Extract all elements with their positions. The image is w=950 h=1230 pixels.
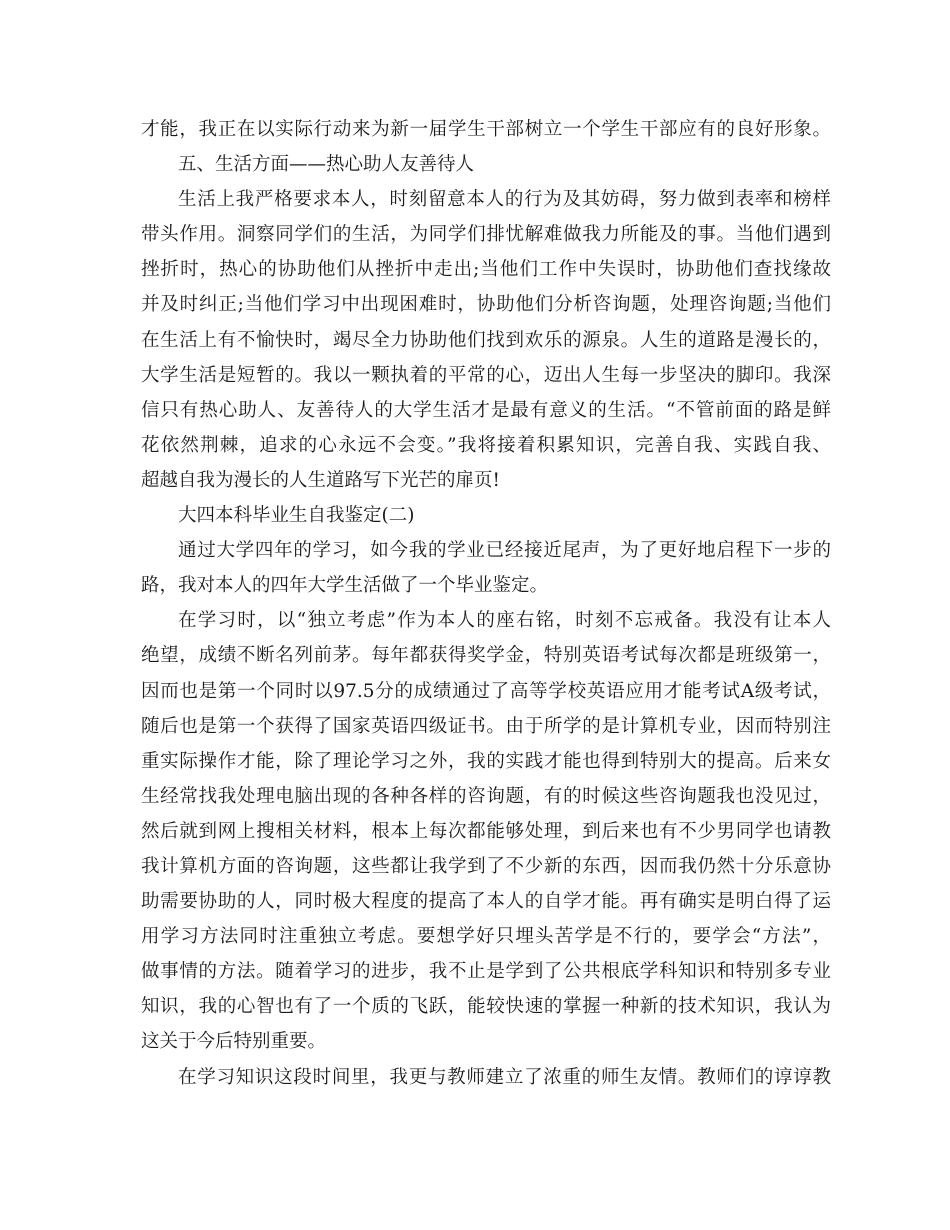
text-line: 然后就到网上搜相关材料，根本上每次都能够处理，到后来也有不少男同学也请教 (141, 820, 831, 842)
text-line: 通过大学四年的学习，如今我的学业已经接近尾声，为了更好地启程下一步的 (178, 540, 831, 562)
text-line: 才能，我正在以实际行动来为新一届学生干部树立一个学生干部应有的良好形象。 (141, 119, 831, 140)
text-line: 重实际操作才能，除了理论学习之外，我的实践才能也得到特别大的提高。后来女 (141, 750, 831, 772)
text-line: 带头作用。洞察同学们的生活，为同学们排忧解难做我力所能及的事。当他们遇到 (141, 224, 831, 246)
text-line: 因而也是第一个同时以97.5分的成绩通过了高等学校英语应用才能考试A级考试， (141, 680, 831, 702)
text-line: 用学习方法同时注重独立考虑。要想学好只埋头苦学是不行的，要学会“方法”， (141, 926, 831, 948)
text-line: 大四本科毕业生自我鉴定(二) (178, 505, 415, 527)
text-line: 在生活上有不愉快时，竭尽全力协助他们找到欢乐的源泉。人生的道路是漫长的， (141, 329, 831, 351)
text-line: 做事情的方法。随着学习的进步，我不止是学到了公共根底学科知识和特别多专业 (141, 961, 831, 983)
text-line: 绝望，成绩不断名列前茅。每年都获得奖学金，特别英语考试每次都是班级第一， (141, 645, 831, 667)
text-line: 生经常找我处理电脑出现的各种各样的咨询题，有的时候这些咨询题我也没见过， (141, 785, 831, 807)
text-line: 在学习知识这段时间里，我更与教师建立了浓重的师生友情。教师们的谆谆教 (178, 1066, 831, 1088)
text-line: 知识，我的心智也有了一个质的飞跃，能较快速的掌握一种新的技术知识，我认为 (141, 996, 831, 1018)
text-line: 这关于今后特别重要。 (141, 1031, 327, 1053)
text-line: 并及时纠正;当他们学习中出现困难时，协助他们分析咨询题，处理咨询题;当他们 (141, 294, 831, 316)
text-line: 挫折时，热心的协助他们从挫折中走出;当他们工作中失误时，协助他们查找缘故 (141, 259, 831, 281)
text-line: 随后也是第一个获得了国家英语四级证书。由于所学的是计算机专业，因而特别注 (141, 715, 831, 737)
text-line: 我计算机方面的咨询题，这些都让我学到了不少新的东西，因而我仍然十分乐意协 (141, 855, 831, 877)
text-line: 路，我对本人的四年大学生活做了一个毕业鉴定。 (141, 575, 549, 597)
document-page (141, 112, 831, 1095)
text-line: 在学习时，以“独立考虑”作为本人的座右铭，时刻不忘戒备。我没有让本人 (178, 610, 831, 632)
text-line: 大学生活是短暂的。我以一颗执着的平常的心，迈出人生每一步坚决的脚印。我深 (141, 364, 831, 386)
text-line: 花依然荆棘，追求的心永远不会变。”我将接着积累知识，完善自我、实践自我、 (141, 434, 831, 456)
text-line: 信只有热心助人、友善待人的大学生活才是最有意义的生活。“不管前面的路是鲜 (141, 399, 831, 421)
text-line: 生活上我严格要求本人，时刻留意本人的行为及其妨碍，努力做到表率和榜样 (178, 189, 831, 211)
text-line: 超越自我为漫长的人生道路写下光芒的扉页! (141, 469, 500, 491)
text-line: 五、生活方面——热心助人友善待人 (178, 154, 475, 176)
text-line: 助需要协助的人，同时极大程度的提高了本人的自学才能。再有确实是明白得了运 (141, 891, 831, 913)
